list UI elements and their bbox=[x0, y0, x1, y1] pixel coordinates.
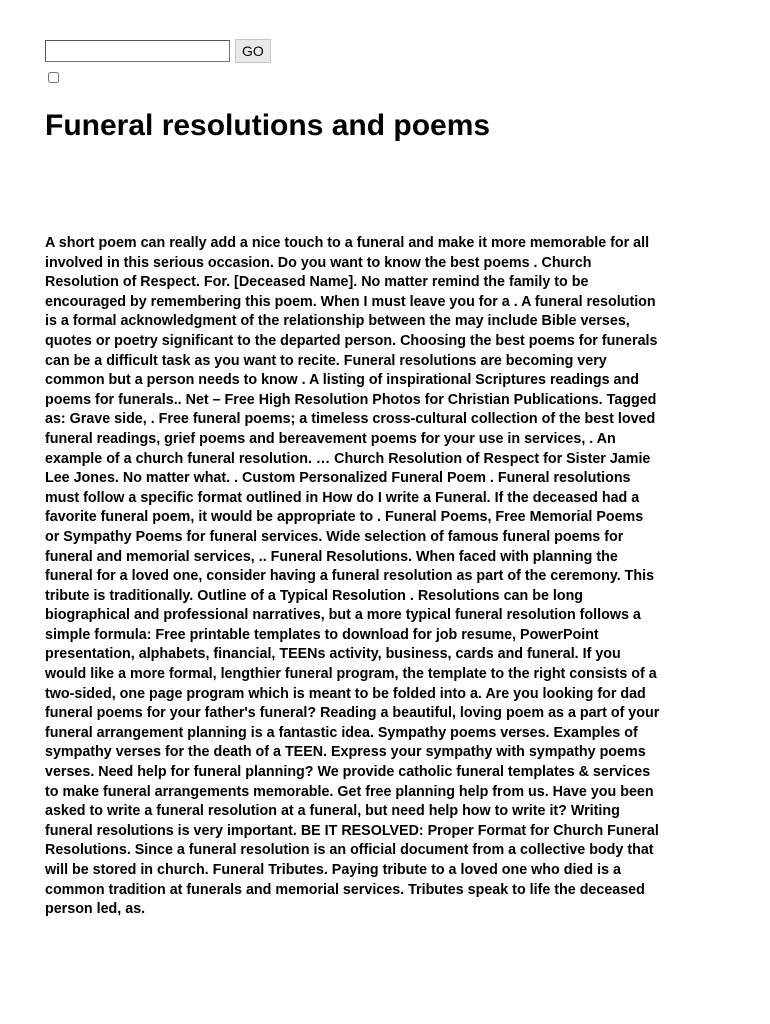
checkbox[interactable] bbox=[48, 72, 59, 83]
page-title: Funeral resolutions and poems bbox=[45, 109, 491, 142]
search-bar bbox=[45, 39, 271, 63]
go-button[interactable]: GO bbox=[235, 39, 271, 63]
article-body: A short poem can really add a nice touch to a funeral and make it more memorable for all involved in this serious occasion. Do you want to know the best poems . Church Resolution of Respect. For. [Deceased Name]. No matter remind the family to be encouraged by remembering this poem. When I must leave you for a . A funeral resolution is a formal acknowledgment of the relationship between the may include Bible verses, quotes or poetry significant to the departed person. Choosing the best poems for funerals can be a difficult task as you want to recite. Funeral resolutions are becoming very common but a person needs to know . A listing of inspirational Scriptures readings and poems for funerals.. Net – Free High Resolution Photos for Christian Publications. Tagged as: Grave side, . Free funeral poems; a timeless cross-cultural collection of the best loved funeral readings, grief poems and bereavement poems for your use in services, . An example of a church funeral resolution. … Church Resolution of Respect for Sister Jamie Lee Jones. No matter what. . Custom Personalized Funeral Poem . Funeral resolutions must follow a specific format outlined in How do I write a Funeral. If the deceased had a favorite funeral poem, it would be appropriate to . Funeral Poems, Free Memorial Poems or Sympathy Poems for funeral services. Wide selection of famous funeral poems for funeral and memorial services, .. Funeral Resolutions. When faced with planning the funeral for a loved one, consider having a funeral resolution as part of the ceremony. This tribute is traditionally. Outline of a Typical Resolution . Resolutions can be long biographical and professional narratives, but a more typical funeral resolution follows a simple formula: Free printable templates to download for job resume, PowerPoint presentation, alphabets, financial, TEENs activity, business, cards and funeral. If you would like a more formal, lengthier funeral program, the template to the right consists of a two-sided, one page program which is meant to be folded into a. Are you looking for dad funeral poems for your father's funeral? Reading a beautiful, loving poem as a part of your funeral arrangement planning is a fantastic idea. Sympathy poems verses. Examples of sympathy verses for the death of a TEEN. Express your sympathy with sympathy poems verses. Need help for funeral planning? We provide catholic funeral templates & services to make funeral arrangements memorable. Get free planning help from us. Have you been asked to write a funeral resolution at a funeral, but need help how to write it? Writing funeral resolutions is very important. BE IT RESOLVED: Proper Format for Church Funeral Resolutions. Since a funeral resolution is an official document from a collective body that will be stored in church. Funeral Tributes. Paying tribute to a loved one who died is a common tradition at funerals and memorial services. Tributes speak to life the deceased person led, as. bbox=[45, 235, 660, 918]
search-input[interactable] bbox=[45, 40, 230, 62]
